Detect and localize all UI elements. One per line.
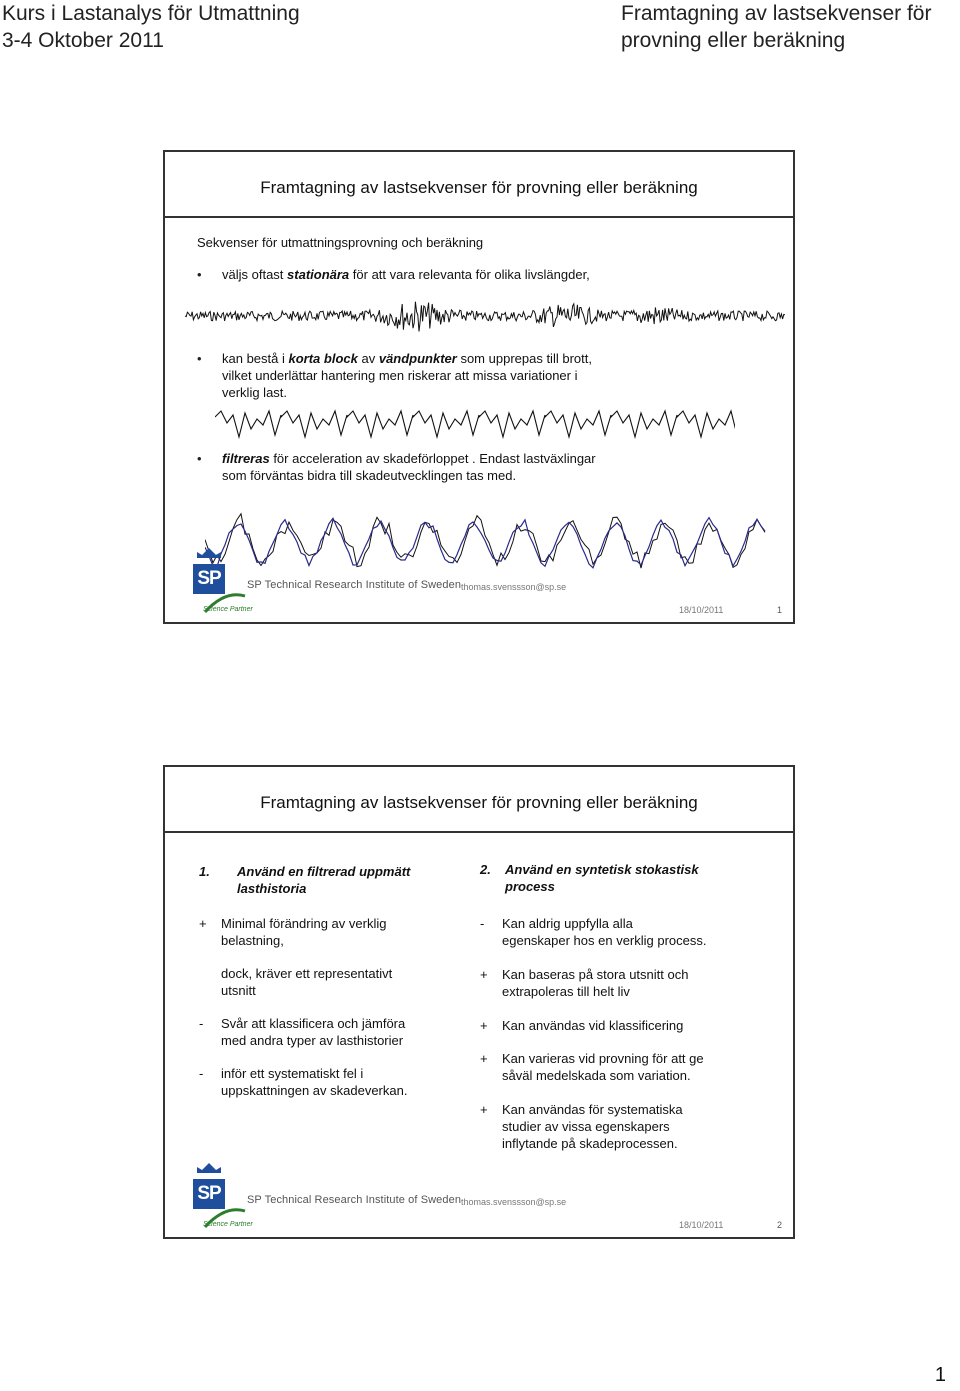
list-item-text: inflytande på skadeprocessen. [502, 1136, 678, 1151]
bullet-3-emphasis: filtreras [222, 451, 270, 466]
list-item-text: egenskaper hos en verklig process. [502, 933, 707, 948]
list-item-marker: + [480, 1018, 488, 1033]
option-1-heading-line-2: lasthistoria [237, 881, 307, 896]
slide-title: Framtagning av lastsekvenser för provning eller beräkning [260, 178, 698, 197]
slide-date: 18/10/2011 [679, 605, 724, 615]
block-waveform [215, 411, 735, 437]
section-title-line2: provning eller beräkning [621, 29, 846, 52]
list-item-text: Minimal förändring av verklig [221, 916, 387, 931]
option-1-heading: Använd en filtrerad uppmätt [237, 864, 411, 879]
raw-load-signal-plot [185, 280, 785, 340]
list-item-marker: - [480, 916, 485, 931]
option-1-number: 1. [199, 864, 210, 879]
list-item-text: inför ett systematiskt fel i [221, 1066, 364, 1081]
bullet-2-text-c: som upprepas till brott, [456, 351, 592, 366]
institute-name: SP Technical Research Institute of Sweden [247, 579, 462, 591]
author-email: thomas.svenssson@sp.se [461, 582, 567, 592]
sp-logo-mark: SP [193, 1179, 225, 1209]
bullet-2-line-3: verklig last. [222, 385, 288, 400]
bullet-1-text-b: för att vara relevanta för olika livslängder, [349, 267, 590, 282]
list-item-marker: + [480, 1102, 488, 1117]
slide-date: 18/10/2011 [679, 1220, 724, 1230]
sp-logo-mark: SP [193, 564, 225, 594]
bullet-dot: • [197, 351, 202, 366]
option-2-heading-line-2: process [505, 879, 555, 894]
block-turning-points-plot [215, 407, 735, 447]
bullet-dot: • [197, 267, 202, 282]
bullet-2-emphasis-2: vändpunkter [378, 351, 457, 366]
list-item-text: studier av vissa egenskapers [502, 1119, 670, 1134]
section-title-line1: Framtagning av lastsekvenser för [621, 2, 932, 25]
course-date: 3-4 Oktober 2011 [2, 29, 164, 52]
page-header-right [621, 0, 952, 54]
list-item-text: uppskattningen av skadeverkan. [221, 1083, 408, 1098]
noise-trace [185, 302, 785, 332]
list-item-text: Kan aldrig uppfylla alla [502, 916, 633, 931]
slide-intro: Sekvenser för utmattningsprovning och beräkning [197, 235, 484, 250]
title-divider [165, 831, 793, 833]
sp-logo [191, 544, 251, 620]
slide-title: Framtagning av lastsekvenser för provning eller beräkning [260, 793, 698, 812]
list-item-marker: + [199, 916, 207, 931]
bullet-2-emphasis-1: korta block [288, 351, 358, 366]
crown-icon [193, 1161, 225, 1175]
list-item-marker: - [199, 1016, 204, 1031]
page-header-left [2, 0, 300, 54]
bullet-2-text-b: av [357, 351, 379, 366]
bullet-3 [222, 450, 596, 484]
list-item-text: utsnitt [221, 983, 256, 998]
list-item-text: Kan varieras vid provning för att ge [502, 1051, 704, 1066]
bullet-2-text-a: kan bestå i [222, 351, 289, 366]
option-2-number: 2. [480, 862, 491, 877]
bullet-1-emphasis: stationära [287, 267, 350, 282]
title-divider [165, 216, 793, 218]
option-2-heading: Använd en syntetisk stokastisk [505, 862, 699, 877]
list-item-text: med andra typer av lasthistorier [221, 1033, 404, 1048]
science-partner-text: Science Partner [203, 1221, 253, 1228]
slide-number: 1 [777, 605, 783, 615]
course-title: Kurs i Lastanalys för Utmattning [2, 2, 300, 25]
list-item-marker: - [199, 1066, 204, 1081]
science-partner-text: Science Partner [203, 606, 253, 613]
list-item-marker: + [480, 1051, 488, 1066]
bullet-dot: • [197, 451, 202, 466]
filtered-waveform [205, 518, 765, 568]
bullet-2 [222, 350, 592, 401]
slide-2 [163, 765, 795, 1239]
list-item-text: Svår att klassificera och jämföra [221, 1016, 406, 1031]
bullet-1-text-a: väljs oftast [222, 267, 288, 282]
list-item-text: Kan användas för systematiska [502, 1102, 683, 1117]
list-item-text: såväl medelskada som variation. [502, 1068, 691, 1083]
slide-1 [163, 150, 795, 624]
filtered-signal-plot [205, 507, 775, 577]
list-item-text: dock, kräver ett representativt [221, 966, 393, 981]
list-item-marker: + [480, 967, 488, 982]
noise-waveform [185, 302, 785, 332]
list-item-text: belastning, [221, 933, 284, 948]
document-page-number: 1 [934, 1364, 946, 1386]
bullet-3-line-2: som förväntas bidra till skadeutvecklingen tas med. [222, 468, 517, 483]
institute-name: SP Technical Research Institute of Sweden [247, 1194, 462, 1206]
author-email: thomas.svenssson@sp.se [461, 1197, 567, 1207]
bullet-2-line-2: vilket underlättar hantering men riskerar att missa variationer i [222, 368, 578, 383]
list-item-text: Kan baseras på stora utsnitt och [502, 967, 689, 982]
slide-number: 2 [777, 1220, 783, 1230]
list-item-text: Kan användas vid klassificering [502, 1018, 684, 1033]
bullet-3-text: för acceleration av skadeförloppet . Endast lastväxlingar [269, 451, 596, 466]
crown-icon [193, 546, 225, 560]
sp-logo [191, 1159, 251, 1235]
list-item-text: extrapoleras till helt liv [502, 984, 630, 999]
